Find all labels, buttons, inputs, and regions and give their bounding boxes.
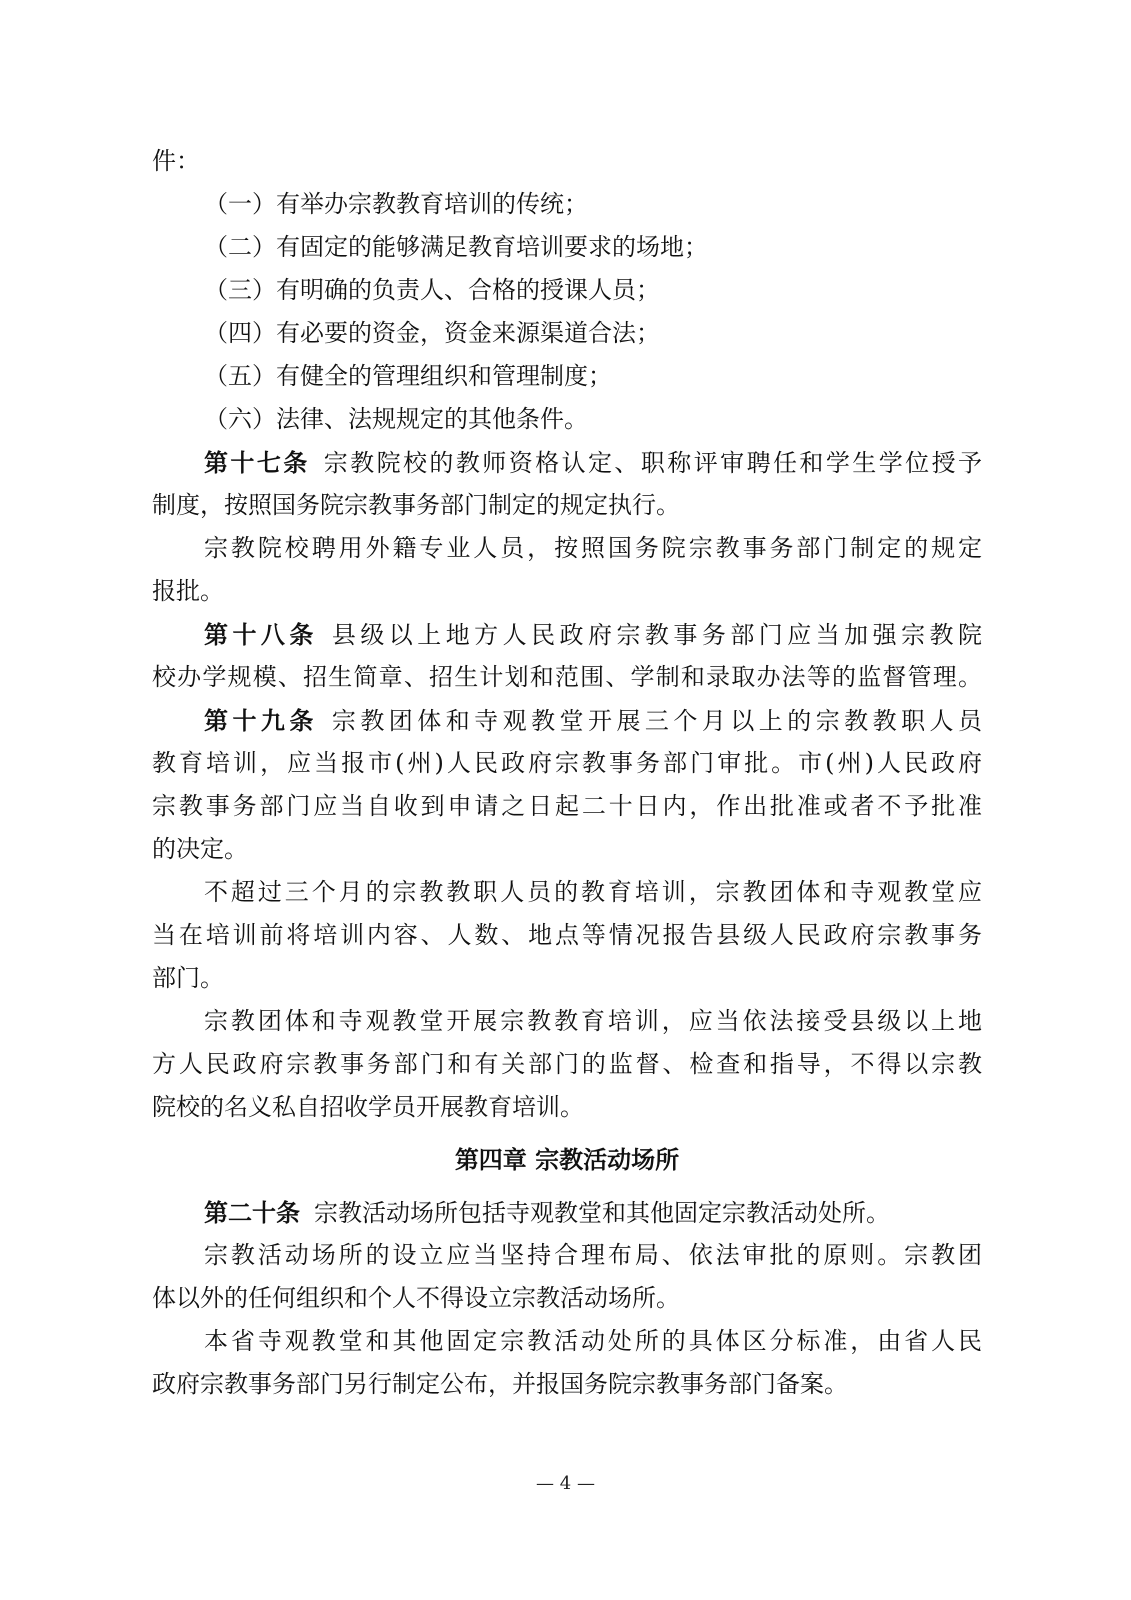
condition-item-6: （六）法律、法规规定的其他条件。 xyxy=(204,405,588,433)
article-19-para-3-line-3: 院校的名义私自招收学员开展教育培训。 xyxy=(152,1093,584,1121)
article-19-text: 宗教团体和寺观教堂开展三个月以上的宗教教职人员 xyxy=(331,707,982,735)
article-17-heading: 第十七条 xyxy=(204,448,310,477)
condition-item-3: （三）有明确的负责人、合格的授课人员； xyxy=(204,276,660,304)
article-19-para-2-line-2: 当在培训前将培训内容、人数、地点等情况报告县级人民政府宗教事务 xyxy=(152,921,982,949)
article-17-para-2-line-2: 报批。 xyxy=(152,577,224,605)
article-19-para-2-line-3: 部门。 xyxy=(152,964,224,992)
article-19-line-1 xyxy=(152,699,982,742)
article-19-heading: 第十九条 xyxy=(204,706,318,735)
article-17-line-1 xyxy=(152,441,982,484)
condition-item-2: （二）有固定的能够满足教育培训要求的场地； xyxy=(204,233,708,261)
article-18-heading: 第十八条 xyxy=(204,620,318,649)
article-19-line-3: 宗教事务部门应当自收到申请之日起二十日内，作出批准或者不予批准 xyxy=(152,792,982,820)
page-number: — 4 — xyxy=(536,1473,595,1494)
condition-item-4: （四）有必要的资金，资金来源渠道合法； xyxy=(204,319,660,347)
chapter-title: 第四章 宗教活动场所 xyxy=(454,1145,680,1174)
article-17-para-2-line-1: 宗教院校聘用外籍专业人员，按照国务院宗教事务部门制定的规定 xyxy=(204,534,982,562)
article-17-line-2: 制度，按照国务院宗教事务部门制定的规定执行。 xyxy=(152,491,680,519)
article-18-line-2: 校办学规模、招生简章、招生计划和范围、学制和录取办法等的监督管理。 xyxy=(152,663,982,691)
article-20-para-2-line-1: 宗教活动场所的设立应当坚持合理布局、依法审批的原则。宗教团 xyxy=(204,1241,982,1269)
article-20-heading: 第二十条 xyxy=(204,1198,300,1227)
article-17-text: 宗教院校的教师资格认定、职称评审聘任和学生学位授予 xyxy=(323,449,982,477)
article-19-para-3-line-1: 宗教团体和寺观教堂开展宗教教育培训，应当依法接受县级以上地 xyxy=(204,1007,982,1035)
article-20-text: 宗教活动场所包括寺观教堂和其他固定宗教活动处所。 xyxy=(314,1199,890,1227)
article-18-line-1 xyxy=(152,613,982,656)
article-20-line-1 xyxy=(152,1191,982,1234)
article-20-para-2-line-2: 体以外的任何组织和个人不得设立宗教活动场所。 xyxy=(152,1284,680,1312)
condition-item-1: （一）有举办宗教教育培训的传统； xyxy=(204,190,588,218)
article-20-para-3-line-1: 本省寺观教堂和其他固定宗教活动处所的具体区分标准，由省人民 xyxy=(204,1327,982,1355)
article-19-line-2: 教育培训，应当报市(州)人民政府宗教事务部门审批。市(州)人民政府 xyxy=(152,749,982,777)
document-body xyxy=(152,140,982,1406)
article-18-text: 县级以上地方人民政府宗教事务部门应当加强宗教院 xyxy=(331,621,982,649)
text-line: 件： xyxy=(152,147,200,175)
article-20-para-3-line-2: 政府宗教事务部门另行制定公布，并报国务院宗教事务部门备案。 xyxy=(152,1370,848,1398)
condition-item-5: （五）有健全的管理组织和管理制度； xyxy=(204,362,612,390)
article-19-para-2-line-1: 不超过三个月的宗教教职人员的教育培训，宗教团体和寺观教堂应 xyxy=(204,878,982,906)
article-19-para-3-line-2: 方人民政府宗教事务部门和有关部门的监督、检查和指导，不得以宗教 xyxy=(152,1050,982,1078)
article-19-line-4: 的决定。 xyxy=(152,835,248,863)
